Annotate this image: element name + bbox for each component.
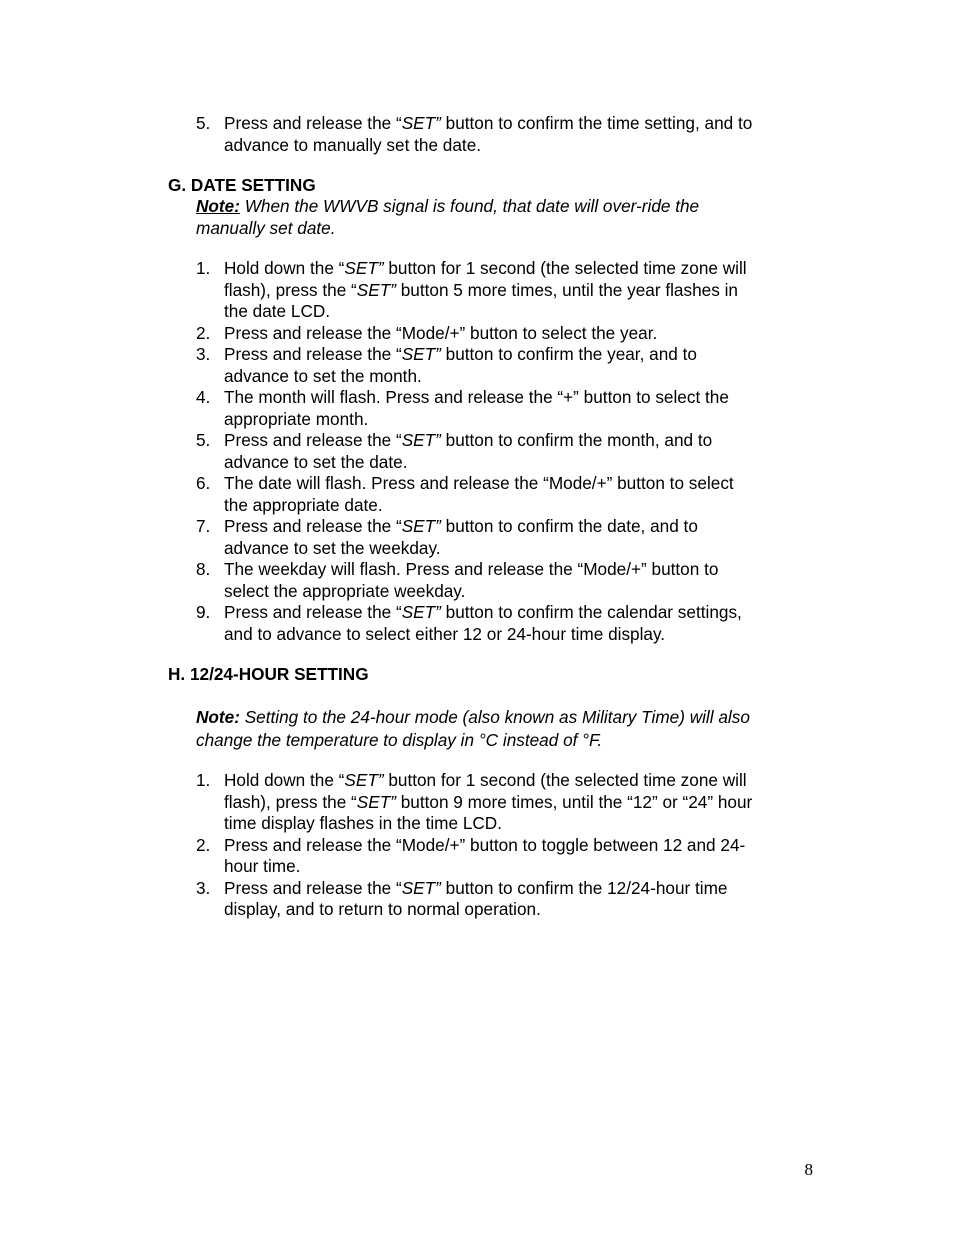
list-item-text: Hold down the “SET” button for 1 second (the selected time zone will	[224, 258, 747, 278]
list-number: 5.	[196, 430, 211, 450]
note: Note: When the WWVB signal is found, that date will over-ride the	[196, 196, 700, 216]
list-number: 6.	[196, 473, 211, 493]
list-item-text: Press and release the “SET” button to confirm the year, and to	[224, 344, 697, 364]
list-number: 8.	[196, 559, 211, 579]
list-item-text: and to advance to select either 12 or 24-hour time display.	[224, 624, 666, 644]
list-item-text: advance to set the weekday.	[224, 538, 441, 558]
list-number: 7.	[196, 516, 211, 536]
note-label: Note:	[196, 707, 240, 727]
list-number: 4.	[196, 387, 211, 407]
list-item-text: select the appropriate weekday.	[224, 581, 466, 601]
list-item-text: Press and release the “SET” button to confirm the time setting, and to	[224, 113, 753, 133]
list-number: 3.	[196, 878, 211, 898]
list-number: 1.	[196, 770, 211, 790]
note: change the temperature to display in °C instead of °F.	[196, 730, 603, 750]
list-item-text: Hold down the “SET” button for 1 second (the selected time zone will	[224, 770, 747, 790]
list-item-text: appropriate month.	[224, 409, 369, 429]
list-item-text: The month will flash. Press and release the “+” button to select the	[224, 387, 729, 407]
list-item-text: The date will flash. Press and release the “Mode/+” button to select	[224, 473, 734, 493]
list-item-text: Press and release the “Mode/+” button to toggle between 12 and 24-	[224, 835, 746, 855]
list-number: 1.	[196, 258, 211, 278]
list-item-text: flash), press the “SET” button 5 more times, until the year flashes in	[224, 280, 738, 300]
list-item-text: advance to set the month.	[224, 366, 422, 386]
list-number: 9.	[196, 602, 211, 622]
list-item-text: Press and release the “Mode/+” button to select the year.	[224, 323, 658, 343]
section-heading: G. DATE SETTING	[168, 175, 316, 195]
section-heading: H. 12/24-HOUR SETTING	[168, 664, 369, 684]
list-item-text: advance to set the date.	[224, 452, 408, 472]
list-item-text: Press and release the “SET” button to confirm the month, and to	[224, 430, 713, 450]
list-number: 2.	[196, 835, 211, 855]
list-item-text: the appropriate date.	[224, 495, 383, 515]
list-item-text: display, and to return to normal operation.	[224, 899, 541, 919]
note: Note: Setting to the 24-hour mode (also known as Military Time) will also	[196, 707, 750, 727]
list-item-text: time display flashes in the time LCD.	[224, 813, 502, 833]
list-item-text: hour time.	[224, 856, 301, 876]
page-number: 8	[804, 1160, 813, 1179]
note: manually set date.	[196, 218, 336, 238]
list-item-text: the date LCD.	[224, 301, 331, 321]
note-label: Note:	[196, 196, 240, 216]
list-item-text: Press and release the “SET” button to confirm the 12/24-hour time	[224, 878, 728, 898]
list-number: 2.	[196, 323, 211, 343]
list-item-text: flash), press the “SET” button 9 more times, until the “12” or “24” hour	[224, 792, 753, 812]
list-item-text: Press and release the “SET” button to confirm the date, and to	[224, 516, 698, 536]
list-number: 3.	[196, 344, 211, 364]
list-item-text: advance to manually set the date.	[224, 135, 482, 155]
list-item-text: Press and release the “SET” button to confirm the calendar settings,	[224, 602, 742, 622]
list-number: 5.	[196, 113, 211, 133]
list-item-text: The weekday will flash. Press and release the “Mode/+” button to	[224, 559, 719, 579]
